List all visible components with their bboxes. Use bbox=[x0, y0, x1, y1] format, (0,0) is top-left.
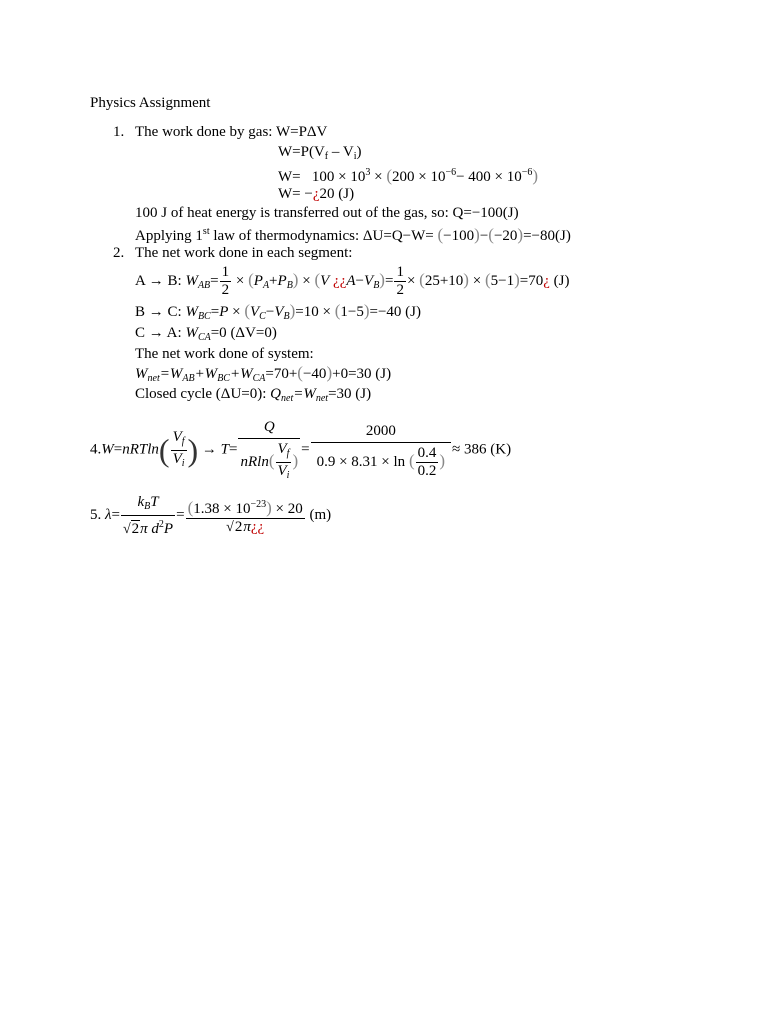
q2-bc-eq2: =−40 bbox=[369, 304, 402, 320]
q1-l2-f: f bbox=[324, 151, 329, 162]
q5-equation bbox=[90, 492, 331, 538]
q2-ab-rhs-c: =70 bbox=[519, 273, 544, 289]
q1-l2-end: ) bbox=[356, 144, 362, 160]
q2-ab-rhs-b: 5−1 bbox=[490, 273, 515, 289]
q2-net-s1: AB bbox=[182, 373, 195, 384]
q1-l4-q: ¿ bbox=[312, 186, 320, 202]
q5-rhs-frac: $\frac{(1.38 \times 10^{-23}) \times 20}{√2\pi¿¿}$ bbox=[187, 497, 303, 535]
q5-d: d bbox=[151, 520, 159, 537]
q5-eq2: = bbox=[176, 507, 185, 523]
q1-l4-a: W= − bbox=[278, 186, 313, 202]
q4-approx: ≈ 386 bbox=[452, 441, 487, 458]
q2-bc-equation: B → C: $W_{BC}=P \times (V_C-V_B)=10 \times (1-5)=-40$ (J) bbox=[135, 301, 421, 322]
q2-closed-eq2: =30 bbox=[328, 386, 352, 402]
q2-intro-line bbox=[113, 244, 352, 262]
q5-n-a: 1.38 × 10 bbox=[193, 500, 251, 517]
q1-line-3: W= $100 \times 10^3 \times (200 \times 10^{-6}- 400 \times 10^{-6})$ bbox=[278, 166, 539, 185]
q2-net-p1: +W bbox=[194, 366, 218, 382]
q4-t: T bbox=[220, 441, 230, 458]
q2-bc-vb: V bbox=[274, 304, 284, 320]
q1-line-4 bbox=[278, 185, 354, 203]
q2-ab-vb: V bbox=[364, 273, 374, 289]
q2-ab-half-n: 1 bbox=[221, 264, 230, 281]
q2-ca-label: C → A: bbox=[135, 325, 186, 341]
q4-vi-sub-2: i bbox=[286, 470, 290, 481]
q1-l2-mid: – V bbox=[328, 144, 354, 160]
q2-ab-v: V bbox=[320, 273, 330, 289]
q2-bc-label: B → C: bbox=[135, 304, 186, 320]
q1-l6-b: law of thermodynamics: ΔU=Q−W= bbox=[209, 228, 438, 244]
q4-ratio-frac bbox=[416, 445, 439, 480]
q2-net-eq: =W bbox=[159, 366, 183, 382]
q2-ab-equation: A → B: $W_{AB}=$ $\frac{1}{2}$ × $(P_A+P_B) \times (V$ ¿¿$A-V_B)=$ $\frac{1}{2}$ × (25+10) × (5−1)=70¿ (J) bbox=[135, 264, 570, 299]
q4-num-val: 2000 bbox=[365, 423, 396, 439]
q4-vf-vi-frac bbox=[171, 429, 187, 472]
q1-l6-st: st bbox=[202, 226, 210, 237]
q2-bc-unit: (J) bbox=[401, 304, 421, 320]
q2-ca-eq: =0 bbox=[210, 325, 227, 341]
q2-closed-unit: (J) bbox=[351, 386, 372, 402]
q2-ab-rhs-a: 25+10 bbox=[424, 273, 464, 289]
q2-net-eq2: =70+ bbox=[265, 366, 298, 382]
q2-ab-q1: ¿ bbox=[333, 273, 340, 289]
q5-eq: = bbox=[111, 507, 120, 523]
q4-eq2: = bbox=[229, 441, 238, 458]
q2-ab-w: W bbox=[185, 273, 198, 289]
q2-ca-equation bbox=[135, 324, 277, 347]
q4-vi-2: V bbox=[277, 463, 287, 479]
q1-line-5: 100 J of heat energy is transferred out of the gas, so: Q=−100(J) bbox=[135, 205, 519, 221]
q1-number: 1. bbox=[113, 124, 125, 140]
q2-ca-sub: CA bbox=[197, 332, 211, 343]
q2-net-unit: (J) bbox=[371, 366, 392, 382]
q4-nrln: nRln bbox=[240, 453, 269, 470]
q5-pi: π bbox=[140, 520, 148, 537]
q4-frac-d: 0.2 bbox=[417, 463, 437, 479]
q4-arrow: → bbox=[201, 441, 217, 458]
q4-q: Q bbox=[263, 419, 275, 435]
q4-vf-2: V bbox=[277, 441, 287, 457]
q4-vi: V bbox=[172, 450, 182, 467]
q5-p: P bbox=[163, 520, 174, 537]
document-title: Physics Assignment bbox=[90, 95, 211, 111]
q2-ab-vb-sub: B bbox=[373, 280, 380, 291]
q1-line-6: Applying 1st law of thermodynamics: ΔU=Q−W= (−100)−(−20)=−80(J) bbox=[135, 225, 571, 244]
q5-den-q: ¿¿ bbox=[250, 518, 265, 535]
q2-net-w: W bbox=[135, 366, 148, 382]
q2-net-p2: +W bbox=[229, 366, 253, 382]
q2-ab-rhs-q: ¿ bbox=[543, 273, 550, 289]
q1-line1-prefix: The work done by gas: bbox=[135, 124, 276, 140]
q5-den-sqrt: 2 bbox=[234, 518, 243, 535]
q2-intro: The net work done in each segment: bbox=[135, 245, 353, 261]
q2-closed-a: Closed cycle (ΔU=0): bbox=[135, 386, 271, 402]
q2-net-label: The net work done of system: bbox=[135, 346, 314, 362]
q2-bc-eq1: =10 × bbox=[295, 304, 335, 320]
q2-ab-pa-sub: A bbox=[262, 280, 270, 291]
q2-ab-q2: ¿ bbox=[339, 273, 347, 289]
q4-eq: = bbox=[113, 441, 123, 458]
q4-unit: (K) bbox=[486, 441, 512, 458]
q1-l3-e1: 3 bbox=[365, 167, 371, 178]
q2-ab-unit: (J) bbox=[549, 273, 570, 289]
q2-ab-label: A → B: bbox=[135, 273, 186, 289]
q5-lambda: λ bbox=[105, 507, 112, 523]
q4-frac-n: 0.4 bbox=[417, 445, 437, 461]
q2-ab-half bbox=[220, 264, 232, 299]
q5-lhs-frac: $\frac{k_BT}{√2\pi d^2P}$ bbox=[122, 493, 174, 537]
q4-vf-sub-2: f bbox=[286, 448, 290, 459]
q2-net-inner: −40 bbox=[302, 366, 327, 382]
q2-ca-note: (ΔV=0) bbox=[226, 325, 277, 341]
q1-l6-f: =−80(J) bbox=[523, 228, 571, 244]
q5-n-b: × 20 bbox=[271, 500, 303, 517]
q2-ab-va: A bbox=[346, 273, 356, 289]
q2-net-eq3: +0=30 bbox=[332, 366, 372, 382]
q4-nrtln: nRTln bbox=[122, 441, 159, 458]
q2-ab-half2-n: 1 bbox=[396, 264, 404, 281]
q2-bc-p: P bbox=[219, 304, 229, 320]
q5-kb-sub: B bbox=[144, 500, 151, 512]
q2-number: 2. bbox=[113, 245, 125, 261]
q5-kb: k bbox=[137, 493, 145, 510]
q2-ab-sub: AB bbox=[197, 280, 211, 291]
q1-l3-b: 100 × 10 bbox=[311, 169, 366, 185]
q4-inner-frac bbox=[276, 441, 292, 484]
q4-vf-sub: f bbox=[181, 435, 185, 447]
q4-den-a: 0.9 × 8.31 × ln bbox=[316, 453, 409, 470]
q1-l3-e3: −6 bbox=[521, 167, 533, 178]
q5-number: 5. bbox=[90, 507, 105, 523]
q5-sqrt2: 2 bbox=[131, 520, 140, 537]
q1-l4-b: 20 (J) bbox=[319, 186, 355, 202]
q2-ab-pb-sub: B bbox=[286, 280, 293, 291]
q4-q-frac: Q nRln( $\frac{V_f}{V_i}$ ) bbox=[238, 416, 300, 484]
q4-vi-sub: i bbox=[181, 457, 185, 469]
q1-line-2 bbox=[278, 143, 361, 166]
q2-ab-half2-d: 2 bbox=[396, 282, 404, 299]
q1-l3-c: × bbox=[370, 169, 387, 185]
q1-line-1 bbox=[113, 123, 327, 141]
q2-bc-sub: BC bbox=[197, 311, 211, 322]
q2-ab-pb: P bbox=[277, 273, 287, 289]
q1-l6-e: −20 bbox=[493, 228, 518, 244]
q1-l3-e2: −6 bbox=[445, 167, 457, 178]
q2-closed-q: Q bbox=[270, 386, 281, 402]
q2-closed-wsub: net bbox=[315, 393, 329, 404]
q2-net-s3: CA bbox=[252, 373, 266, 384]
q2-ab-half-2 bbox=[394, 264, 406, 299]
q1-l3-d: 200 × 10 bbox=[391, 169, 446, 185]
q2-ca-w: W bbox=[185, 325, 198, 341]
q2-bc-vc: V bbox=[250, 304, 260, 320]
q2-ab-half-d: 2 bbox=[221, 282, 230, 299]
q2-ab-pa: P bbox=[253, 273, 263, 289]
q2-closed-eq: =W bbox=[293, 386, 316, 402]
q1-l6-a: Applying 1 bbox=[135, 228, 203, 244]
q5-den-pi: π bbox=[243, 518, 251, 535]
q4-equation: 4.W=nRTln( $\frac{V_f}{V_i}$ ) → T= Q nRln( $\frac{V_f}{V_i}$ ) = 2000 0.9 × 8.31 × ln ( $\frac{0.4}{0.2}$ ) ≈ 386 (K) bbox=[90, 416, 511, 484]
q4-eq3: = bbox=[301, 441, 310, 458]
q1-l6-d: − bbox=[479, 228, 489, 244]
q4-number: 4. bbox=[90, 441, 102, 458]
q4-vf: V bbox=[172, 428, 182, 445]
q2-bc-vb-sub: B bbox=[283, 311, 290, 322]
q5-unit: (m) bbox=[305, 507, 332, 523]
q2-net-s2: BC bbox=[217, 373, 230, 384]
q2-bc-w: W bbox=[185, 304, 198, 320]
q2-closed-qsub: net bbox=[281, 393, 294, 404]
q4-value-frac: 2000 0.9 × 8.31 × ln ( $\frac{0.4}{0.2}$ ) bbox=[311, 420, 451, 480]
q1-l2-i: i bbox=[353, 151, 357, 162]
q1-line1-eq: W=PΔV bbox=[275, 124, 328, 140]
q1-l6-c: −100 bbox=[443, 228, 475, 244]
q1-l2-a: W=P(V bbox=[278, 144, 325, 160]
q1-l3-f: − 400 × 10 bbox=[456, 169, 522, 185]
q2-net-equation: $W_{net}=W_{AB}+W_{BC}+W_{CA}=70+(-40)+0=30$ (J) bbox=[135, 363, 392, 384]
q2-closed-cycle bbox=[135, 385, 371, 408]
q5-n-exp: −23 bbox=[250, 498, 267, 510]
q5-d-sup: 2 bbox=[158, 518, 164, 530]
q4-w: W bbox=[101, 441, 114, 458]
q2-bc-inner: 1−5 bbox=[340, 304, 364, 320]
q5-t: T bbox=[150, 493, 159, 510]
q1-l3-a: W= bbox=[278, 169, 301, 185]
q2-net-sub: net bbox=[147, 373, 160, 384]
q2-bc-vc-sub: C bbox=[259, 311, 266, 322]
